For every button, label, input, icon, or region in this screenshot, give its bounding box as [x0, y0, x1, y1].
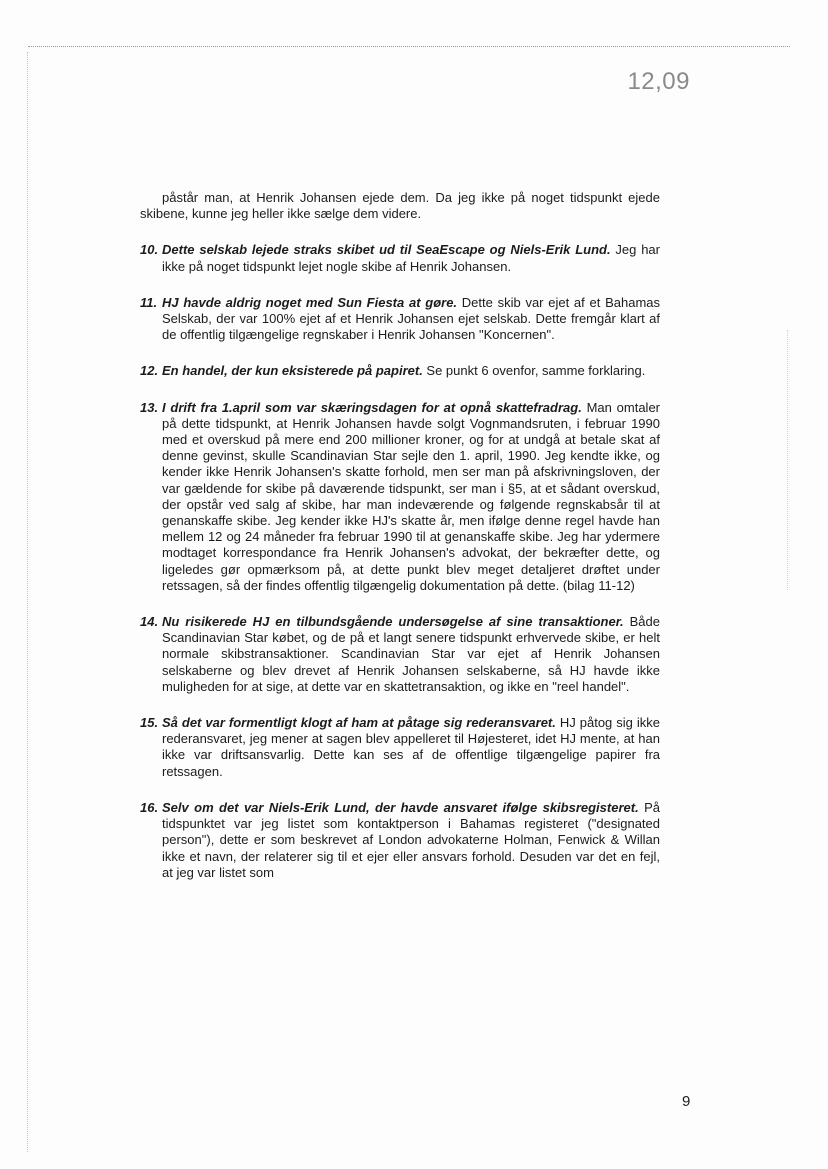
list-item-12 [140, 363, 660, 379]
item-lead: Dette selskab lejede straks skibet ud til SeaEscape og Niels-Erik Lund. [162, 242, 616, 258]
item-lead: I drift fra 1.april som var skæringsdagen for at opnå skattefradrag. [162, 399, 587, 415]
item-lead: HJ havde aldrig noget med Sun Fiesta at gøre. [162, 294, 462, 310]
item-body: HJ påtog sig ikke rederansvaret, jeg mener at sagen blev appelleret til Højesteret, idet HJ mente, at han ikke var driftsansvarlig. Dette kan ses af de offentlige tilgængelige papirer fra retssagen. [162, 715, 660, 779]
item-lead: Nu risikerede HJ en tilbundsgående undersøgelse af sine transaktioner. [162, 614, 630, 630]
scan-edge-left [27, 52, 28, 1152]
item-number: 16. [140, 799, 159, 815]
item-lead: Så det var formentligt klogt af ham at påtage sig rederansvaret. [162, 715, 560, 731]
list-item-14 [140, 614, 660, 695]
item-body: Se punkt 6 ovenfor, samme forklaring. [426, 363, 646, 379]
item-number: 12. [140, 363, 159, 379]
item-number: 13. [140, 399, 159, 415]
item-number: 15. [140, 715, 159, 731]
document-body [140, 190, 660, 901]
fax-page-number: 12,09 [627, 68, 690, 95]
item-number: 14. [140, 614, 159, 630]
list-item-13 [140, 400, 660, 594]
item-body: Både Scandinavian Star købet, og de på et langt senere tidspunkt erhvervede skibe, er helt normale skibstransaktioner. Scandinavian Star var ejet af Henrik Johansen selskaberne og blev drevet af Henrik Johansen selskaberne, så HJ havde ikke muligheden for at sige, at dette var en skattetransaktion, og ikke en "reel handel". [162, 614, 660, 694]
item-body: Jeg har ikke på noget tidspunkt lejet nogle skibe af Henrik Johansen. [162, 242, 660, 274]
fax-header-line [28, 46, 790, 47]
item-body: Dette skib var ejet af et Bahamas Selskab, der var 100% ejet af et Henrik Johansen ejet selskab. Dette fremgår klart af de offentlig tilgængelige regnskaber i Henrik Johansen "Koncernen". [162, 294, 661, 343]
item-number: 10. [140, 242, 159, 258]
item-number: 11. [140, 294, 158, 310]
page-number: 9 [682, 1093, 691, 1110]
list-item-15 [140, 715, 660, 780]
list-item-16 [140, 800, 660, 881]
item-body: Man omtaler på dette tidspunkt, at Henrik Johansen havde solgt Vognmandsruten, i februar 1990 med et overskud på mere end 200 millioner kroner, og for at undgå at betale skat af denne gevinst, skulle Scandinavian Star sejle den 1. april, 1990. Jeg kendte ikke, og kender ikke Henrik Johansen's skatte forhold, men ser man på afskrivningsloven, der var gældende for skibe på daværende tidspunkt, ser man i §5, at et sådant overskud, der opstår ved salg af skibe, har man indeværende og følgende regnskabsår til at genanskaffe skibe. Jeg kender ikke HJ's skatte år, men ifølge denne regel havde han mellem 12 og 24 måneder fra februar 1990 til at genanskaffe skibe. Jeg har ydermere modtaget korrespondance fra Henrik Johansen's advokat, der bekræfter dette, og ligeledes gør opmærksom på, at dette punkt blev meget detaljeret drøftet under retssagen, så der findes offentlig tilgængelig dokumentation på dette. (bilag 11-12) [162, 399, 661, 593]
item-lead: En handel, der kun eksisterede på papiret. [162, 363, 427, 379]
item-lead: Selv om det var Niels-Erik Lund, der havde ansvaret ifølge skibsregisteret. [162, 799, 645, 815]
scan-edge-right [787, 330, 788, 590]
item-body: På tidspunktet var jeg listet som kontaktperson i Bahamas registeret ("designated person"), dette er som beskrevet af London advokaterne Holman, Fenwick & Willan ikke et navn, der relaterer sig til et ejer eller ansvars forhold. Desuden var det en fejl, at jeg var listet som [162, 799, 660, 880]
intro-paragraph: påstår man, at Henrik Johansen ejede dem. Da jeg ikke på noget tidspunkt ejede skibene, kunne jeg heller ikke sælge dem videre. [140, 190, 660, 222]
list-item-11 [140, 295, 660, 344]
list-item-10 [140, 242, 660, 274]
